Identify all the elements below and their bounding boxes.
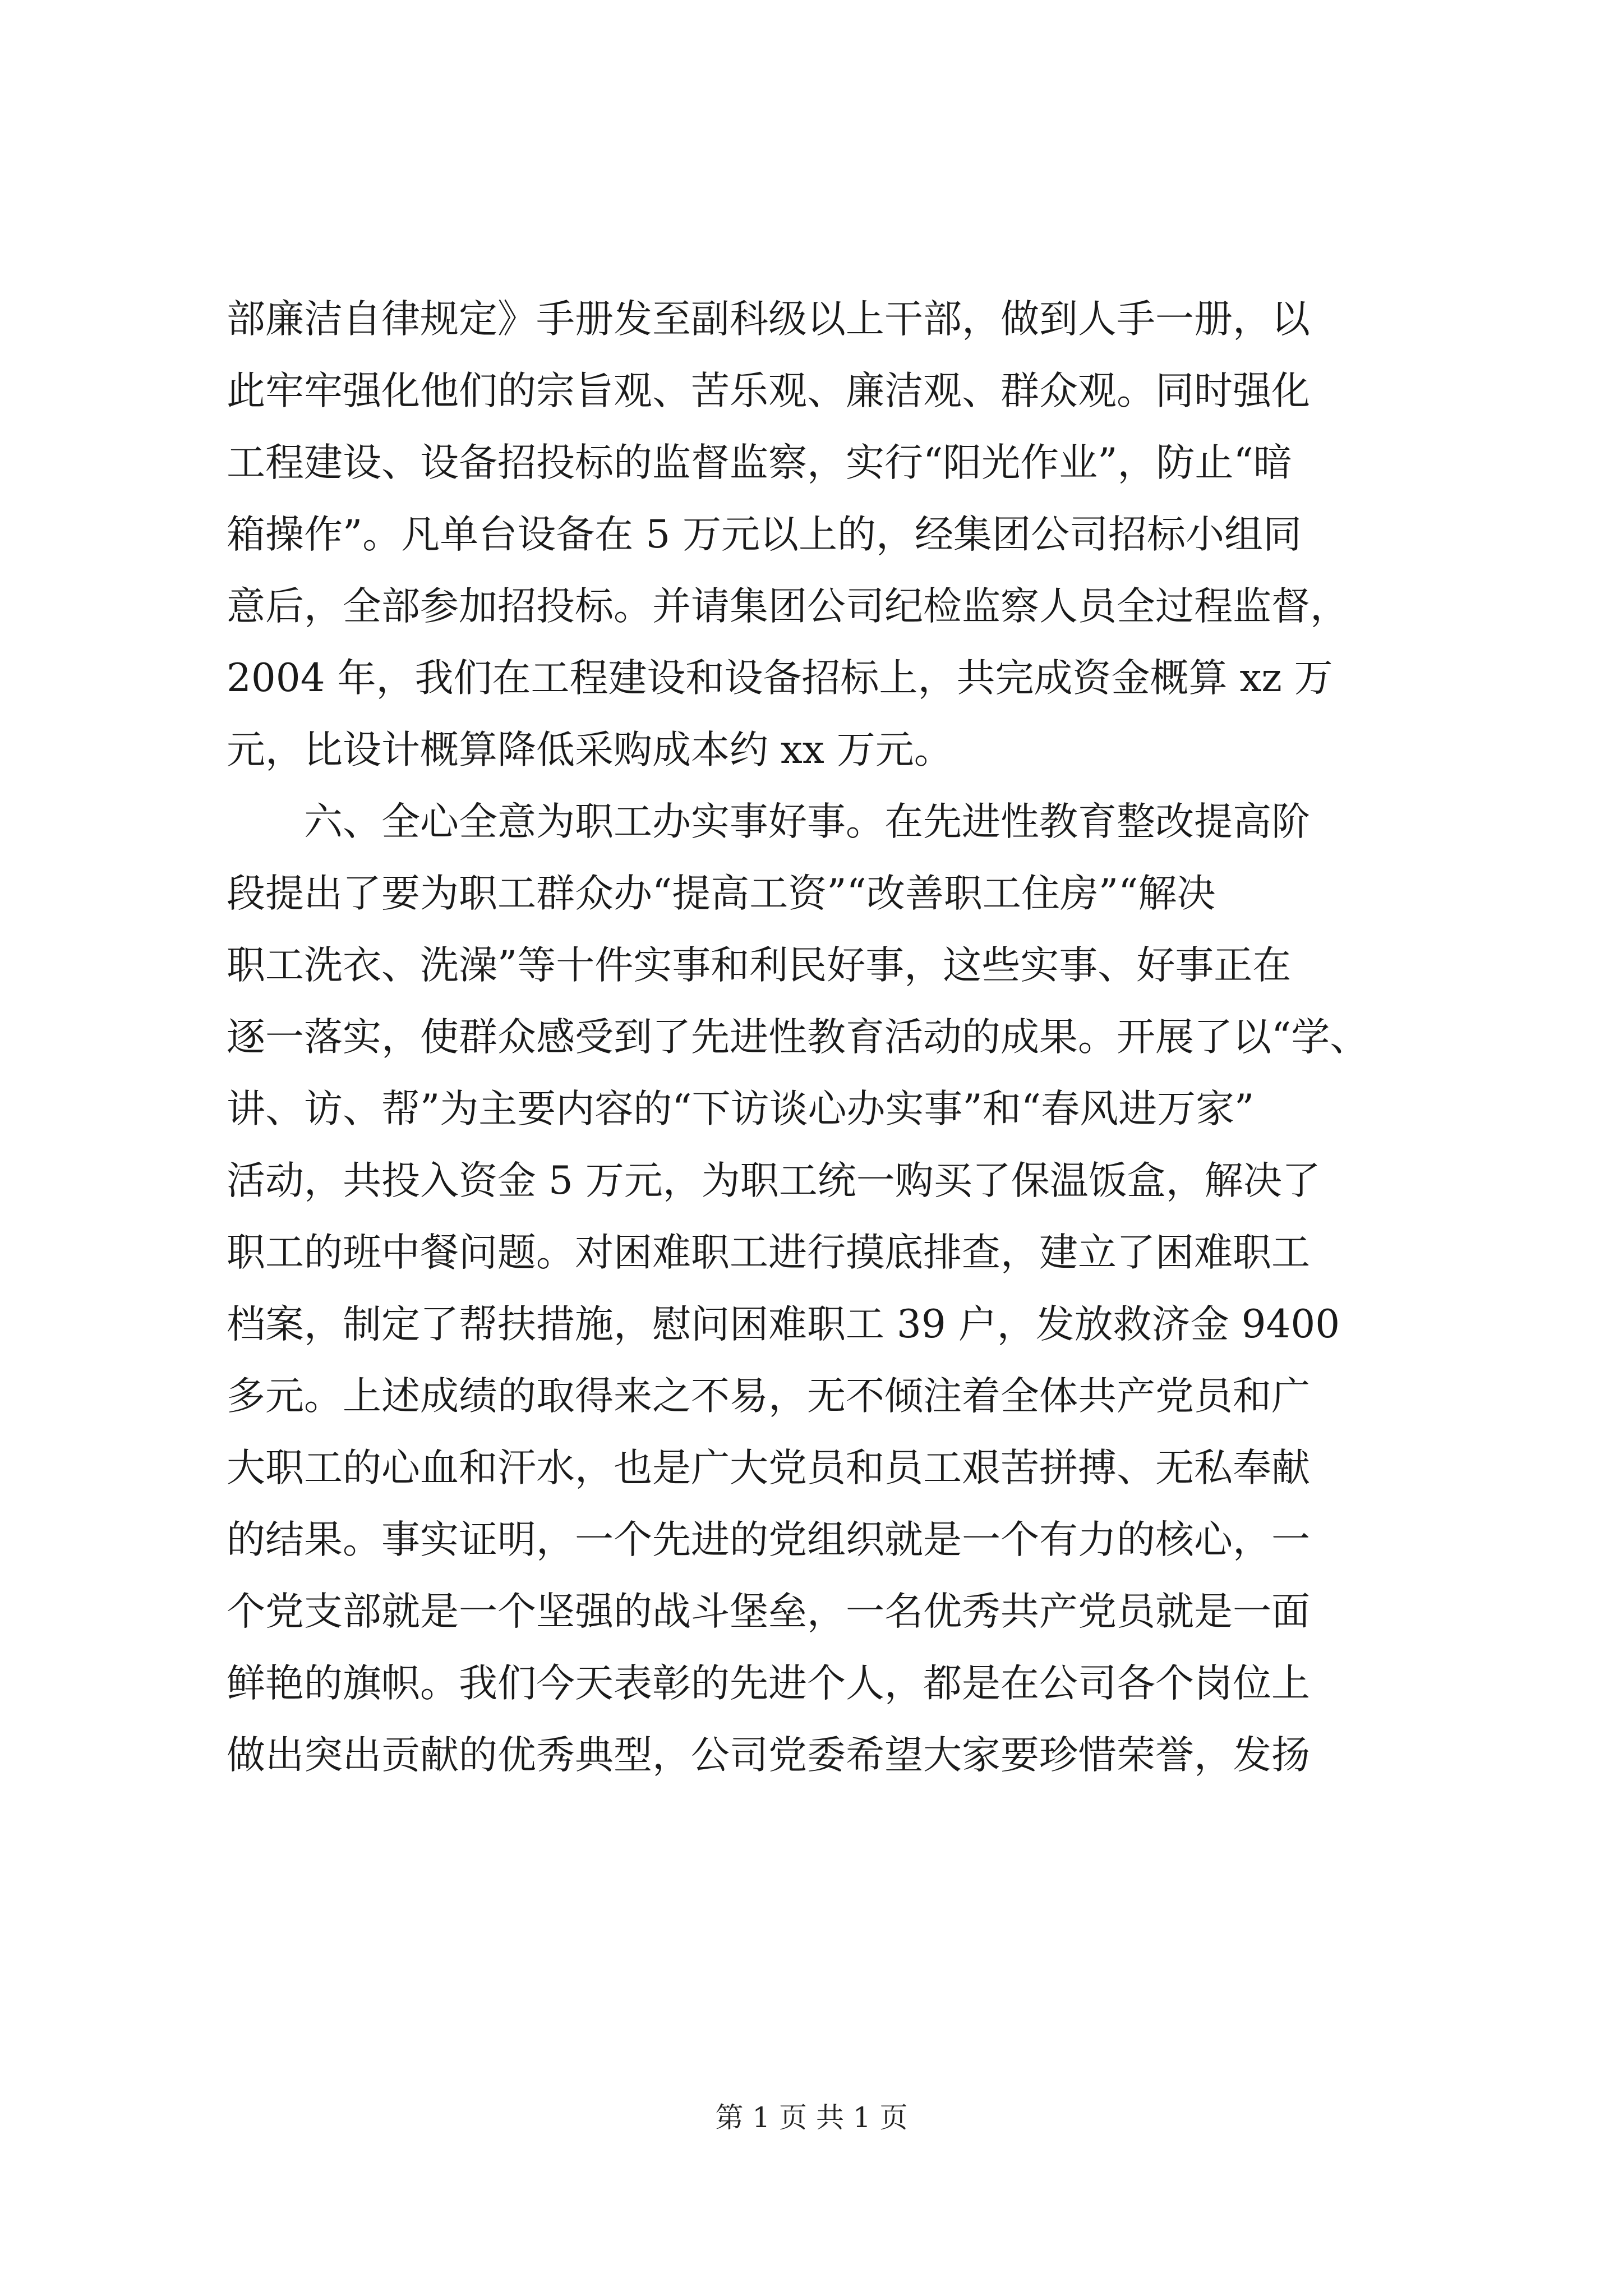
text-line: 个党支部就是一个坚强的战斗堡垒，一名优秀共产党员就是一面 (227, 1589, 1310, 1634)
text-line: 职工的班中餐问题。对困难职工进行摸底排查，建立了困难职工 (227, 1230, 1310, 1275)
text-line: 此牢牢强化他们的宗旨观、苦乐观、廉洁观、群众观。同时强化 (227, 369, 1310, 413)
text-line: 工程建设、设备招投标的监督监察，实行“阳光作业”，防止“暗 (227, 440, 1292, 485)
body-text (227, 283, 1404, 1791)
text-line: 活动，共投入资金 5 万元，为职工统一购买了保温饭盒，解决了 (227, 1158, 1321, 1203)
text-line: 部廉洁自律规定》手册发至副科级以上干部，做到人手一册，以 (227, 297, 1310, 342)
text-line: 逐一落实，使群众感受到了先进性教育活动的成果。开展了以“学、 (227, 1015, 1369, 1060)
text-line: 职工洗衣、洗澡”等十件实事和利民好事，这些实事、好事正在 (227, 943, 1292, 988)
paragraph-start-line: 六、全心全意为职工办实事好事。在先进性教育整改提高阶 (227, 799, 1310, 844)
text-line: 的结果。事实证明，一个先进的党组织就是一个有力的核心，一 (227, 1517, 1310, 1562)
text-line: 元，比设计概算降低采购成本约 xx 万元。 (227, 728, 953, 772)
text-line: 大职工的心血和汗水，也是广大党员和员工艰苦拼搏、无私奉献 (227, 1446, 1310, 1490)
text-line: 2004 年，我们在工程建设和设备招标上，共完成资金概算 xz 万 (227, 656, 1333, 701)
text-line: 做出突出贡献的优秀典型，公司党委希望大家要珍惜荣誉，发扬 (227, 1733, 1310, 1778)
page-footer (0, 2101, 1623, 2134)
text-line: 箱操作”。凡单台设备在 5 万元以上的，经集团公司招标小组同 (227, 512, 1302, 557)
text-line: 段提出了要为职工群众办“提高工资”“改善职工住房”“解决 (227, 871, 1216, 916)
text-line: 意后，全部参加招投标。并请集团公司纪检监察人员全过程监督， (227, 584, 1349, 629)
text-line: 讲、访、帮”为主要内容的“下访谈心办实事”和“春风进万家” (227, 1087, 1255, 1131)
text-line: 鲜艳的旗帜。我们今天表彰的先进个人，都是在公司各个岗位上 (227, 1661, 1310, 1706)
text-line: 多元。上述成绩的取得来之不易，无不倾注着全体共产党员和广 (227, 1374, 1310, 1419)
page-number: 第 1 页 共 1 页 (715, 2101, 908, 2134)
text-line: 档案，制定了帮扶措施，慰问困难职工 39 户，发放救济金 9400 (227, 1302, 1340, 1347)
